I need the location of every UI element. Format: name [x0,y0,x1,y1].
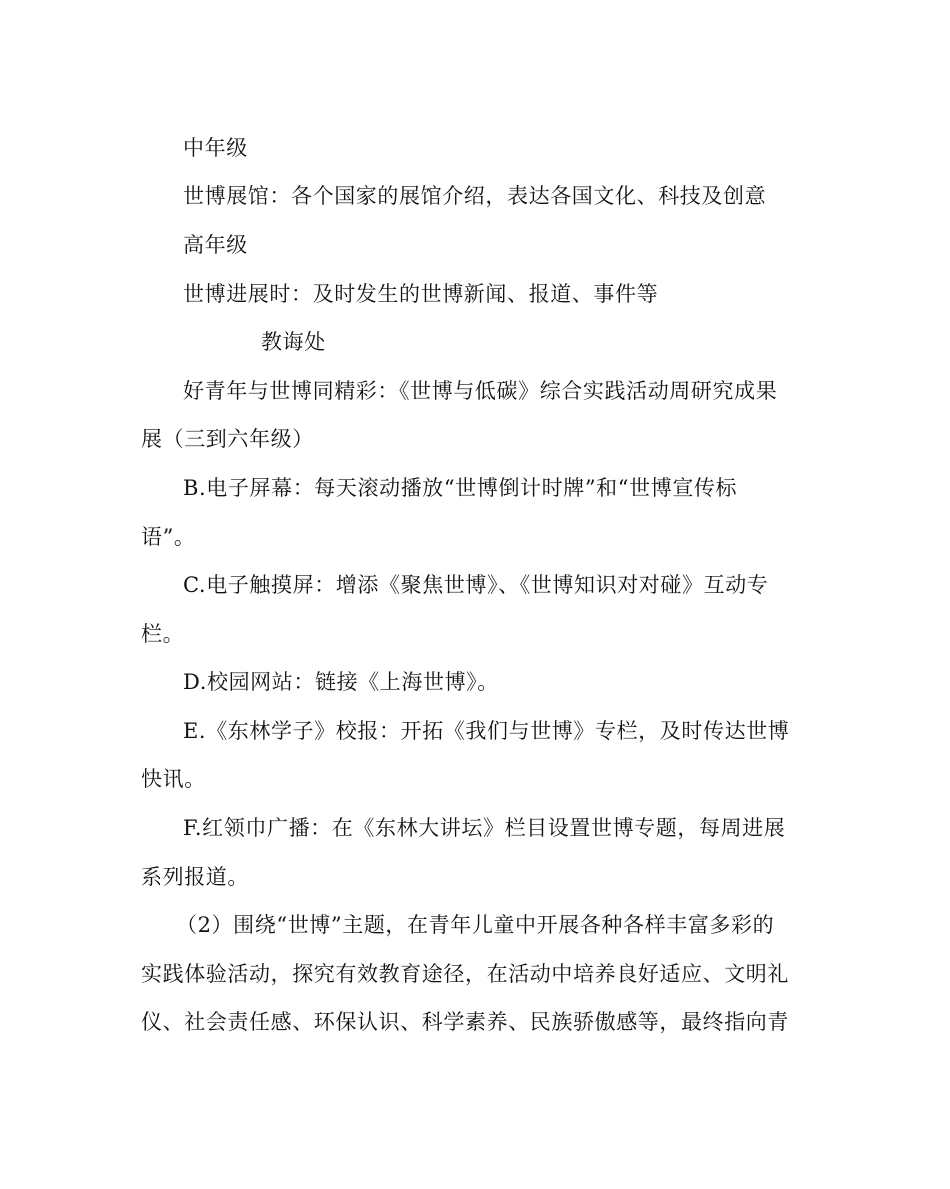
text-line-section-2-cont2: 仪、社会责任感、环保认识、科学素养、民族骄傲感等，最终指向青 [141,1010,789,1034]
text-line-item-b: B.电子屏幕：每天滚动播放“世博倒计时牌”和“世博宣传标 [183,476,738,500]
text-line-item-e: E.《东林学子》校报：开拓《我们与世博》专栏，及时传达世博 [183,719,790,743]
text-line-item-b-cont: 语”。 [141,525,196,549]
text-line-exhibition-cont: 展（三到六年级） [141,427,314,451]
text-line-item-f-cont: 系列报道。 [141,865,249,889]
text-line-item-c: C.电子触摸屏：增添《聚焦世博》、《世博知识对对碰》互动专 [183,573,769,597]
text-line-pavilion: 世博展馆：各个国家的展馆介绍，表达各国文化、科技及创意 [183,184,767,208]
text-line-grade-high: 高年级 [183,233,248,257]
text-line-office: 教诲处 [261,330,326,354]
text-line-item-f: F.红领巾广播：在《东林大讲坛》栏目设置世博专题，每周进展 [183,816,786,840]
text-line-item-e-cont: 快讯。 [141,767,206,791]
text-line-progress: 世博进展时：及时发生的世博新闻、报道、事件等 [183,282,659,306]
text-line-grade-middle: 中年级 [183,136,248,160]
text-line-exhibition-title: 好青年与世博同精彩：《世博与低碳》综合实践活动周研究成果 [183,379,778,403]
text-line-section-2-cont1: 实践体验活动，探究有效教育途径，在活动中培养良好适应、文明礼 [141,962,789,986]
text-line-section-2: （2）围绕“世博”主题，在青年儿童中开展各种各样丰富多彩的 [176,913,775,937]
text-line-item-c-cont: 栏。 [141,622,185,646]
text-line-item-d: D.校园网站：链接《上海世博》。 [183,670,499,694]
